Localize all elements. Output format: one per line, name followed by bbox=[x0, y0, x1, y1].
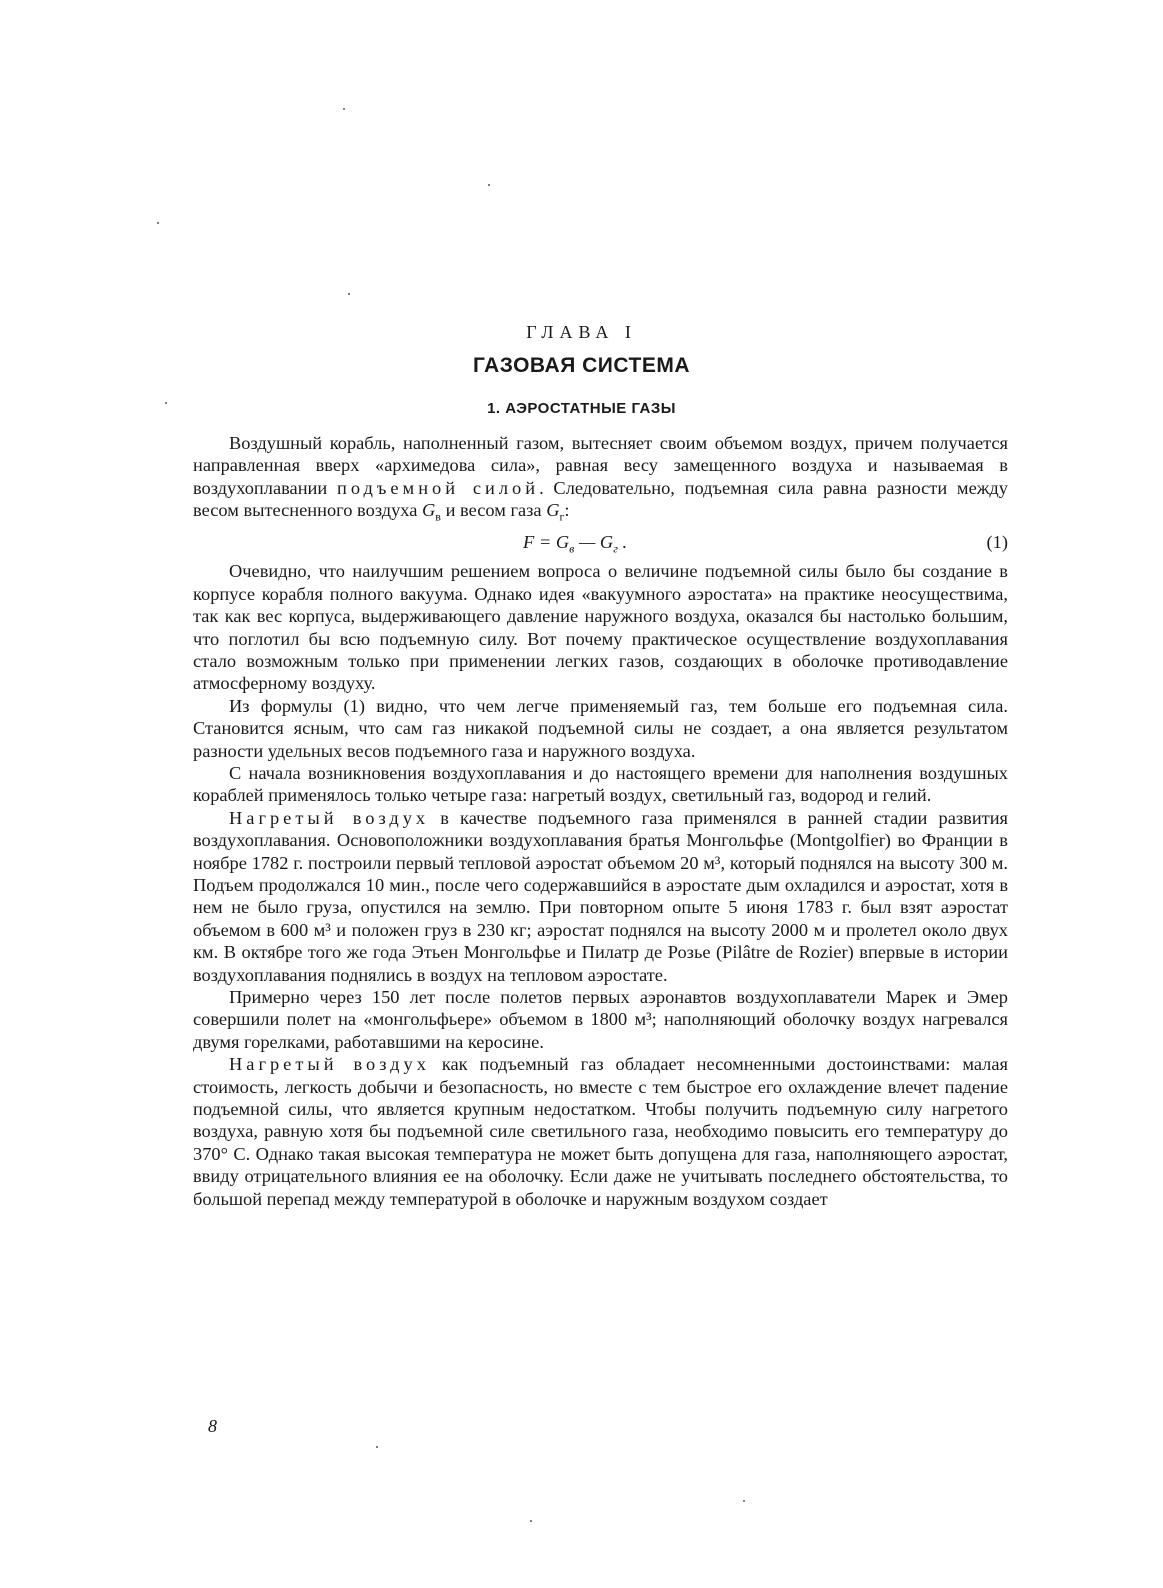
paragraph-1: Воздушный корабль, наполненный газом, вытесняет своим объемом воздух, причем получается направленная вверх «архимедова сила», равная весу замещенного воздуха и называемая в воздухоплавании подъемной силой. Следовательно, подъемная сила равна разности между весом вытесненного воздуха $G_в$ и весом газа $G_г$: bbox=[193, 433, 1008, 524]
paragraph-6: Примерно через 150 лет после полетов первых аэронавтов воздухоплаватели Марек и Эмер совершили полет на «монгольфьере» объемом в 1800 м³; наполняющий оболочку воздух нагревался двумя горелками, работавшими на керосине. bbox=[193, 987, 1008, 1052]
scan-speck bbox=[376, 1446, 378, 1448]
scan-speck bbox=[157, 222, 159, 224]
scan-speck bbox=[165, 402, 167, 404]
page-number: 8 bbox=[208, 1416, 217, 1436]
scan-speck bbox=[488, 184, 490, 186]
paragraph-5: Нагретый воздух в качестве подъемного газа применялся в ранней стадии развития воздухоплавания. Основоположники воздухоплавания братья Монгольфье (Montgolfier) во Франции в ноябре 1782 г. построили первый тепловой аэростат объемом 20 м³, который поднялся на высоту 300 м. Подъем продолжался 10 мин., после чего содержавшийся в аэростате дым охладился и аэростат, хотя в нем не было груза, опустился на землю. При повторном опыте 5 июня 1783 г. был взят аэростат объемом в 600 м³ и положен груз в 230 кг; аэростат поднялся на высоту 2000 м и пролетел около двух км. В октябре того же года Этьен Монгольфье и Пилатр де Розье (Pilâtre de Rozier) впервые в истории воздухоплавания поднялись в воздух на тепловом аэростате. bbox=[193, 807, 1008, 985]
spaced-term: Нагретый воздух bbox=[229, 1054, 430, 1075]
formula-1 bbox=[193, 530, 1008, 560]
formula-expression: $F = G_в$ — $G_г$ . bbox=[523, 532, 628, 556]
chapter-label: ГЛАВА I bbox=[526, 322, 637, 342]
paragraph-4: С начала возникновения воздухоплавания и до настоящего времени для наполнения воздушных кораблей применялось только четыре газа: нагретый воздух, светильный газ, водород и гелий. bbox=[193, 762, 1008, 806]
scan-speck bbox=[343, 108, 345, 110]
scan-speck bbox=[530, 1520, 532, 1522]
paragraph-2: Очевидно, что наилучшим решением вопроса о величине подъемной силы было бы создание в корпусе корабля полного вакуума. Однако идея «вакуумного аэростата» на практике неосуществима, так как вес корпуса, выдерживающего давление наружного воздуха, оказался бы настолько большим, что поглотил бы всю подъемную силу. Вот почему практическое осуществление воздухоплавания стало возможным только при применении легких газов, создающих в оболочке противодавление атмосферному воздуху. bbox=[193, 561, 1008, 694]
formula-number: (1) bbox=[986, 532, 1008, 553]
spaced-term: Нагретый воздух bbox=[229, 807, 430, 828]
body-text bbox=[193, 432, 1008, 1210]
scan-speck bbox=[743, 1500, 745, 1502]
paragraph-7: Нагретый воздух как подъемный газ обладает несомненными достоинствами: малая стоимость, легкость добычи и безопасность, но вместе с тем быстрое его охлаждение влечет падение подъемной силы, что является крупным недостатком. Чтобы получить подъемную силу нагретого воздуха, равную хотя бы подъемной силе светильного газа, необходимо повысить его температуру до 370° С. Однако такая высокая температура не может быть допущена для газа, наполняющего аэростат, ввиду отрицательного влияния ее на оболочку. Если даже не учитывать последнего обстоятельства, то большой перепад между температурой в оболочке и наружным воздухом создает bbox=[193, 1054, 1008, 1209]
section-title: 1. АЭРОСТАТНЫЕ ГАЗЫ bbox=[487, 400, 676, 417]
paragraph-3: Из формулы (1) видно, что чем легче применяемый газ, тем больше его подъемная сила. Становится ясным, что сам газ никакой подъемной силы не создает, а она является результатом разности удельных весов подъемного газа и наружного воздуха. bbox=[193, 695, 1008, 761]
spaced-term: подъемной силой bbox=[337, 477, 540, 498]
scan-speck bbox=[348, 293, 350, 295]
chapter-title: ГАЗОВАЯ СИСТЕМА bbox=[472, 354, 691, 377]
